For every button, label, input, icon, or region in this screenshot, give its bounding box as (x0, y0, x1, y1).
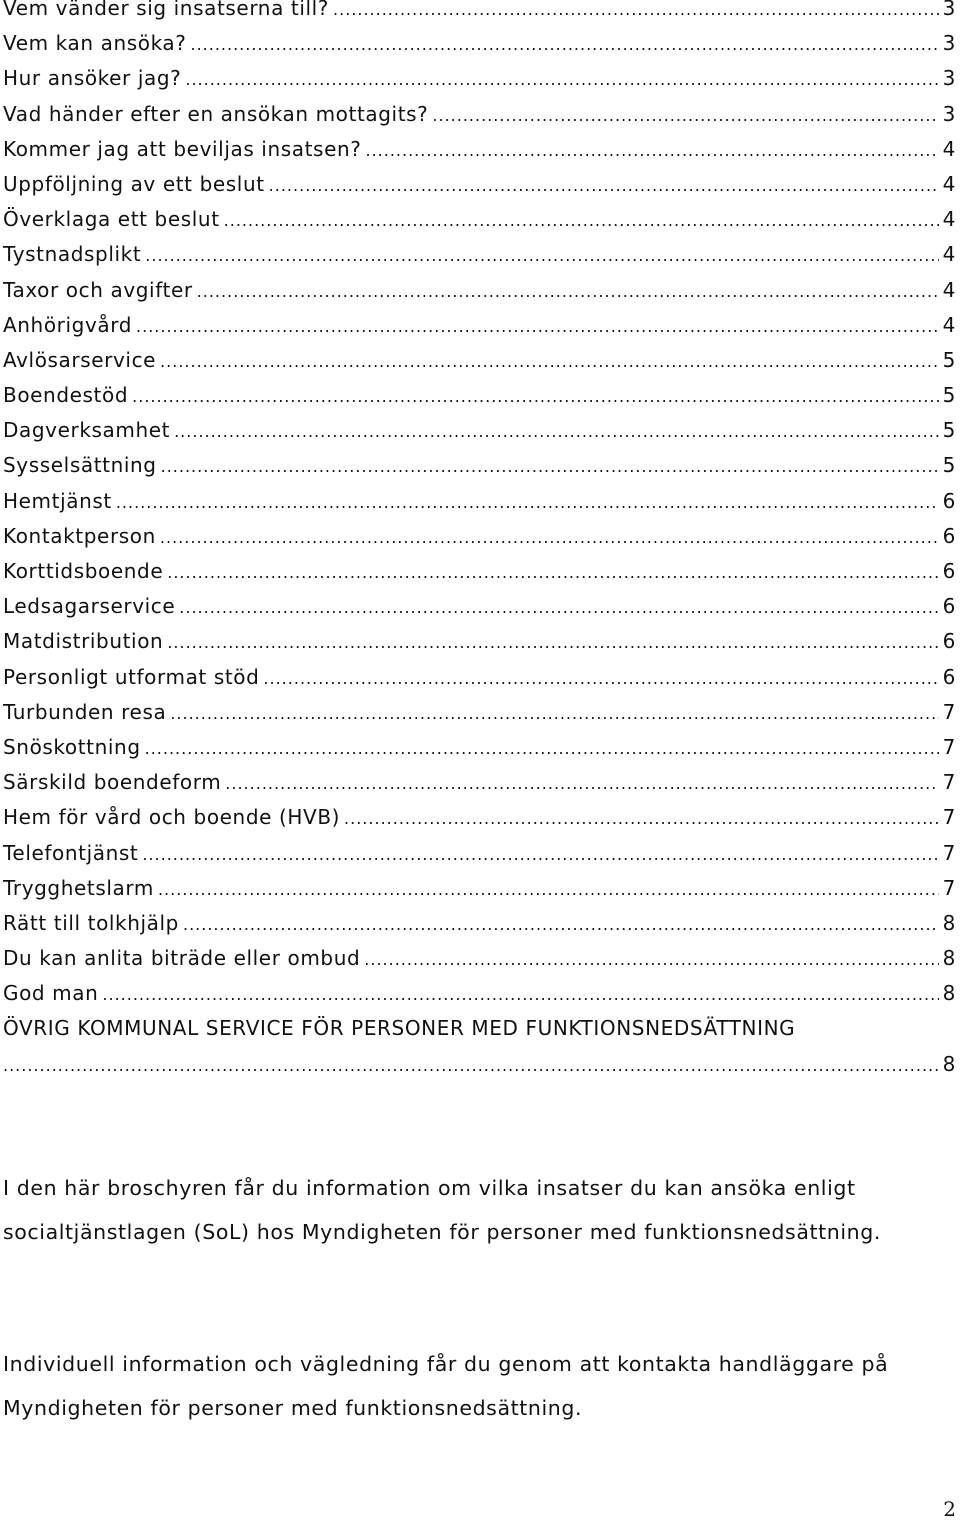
page-number: 2 (943, 1497, 956, 1521)
toc-leader-dots (224, 211, 939, 230)
toc-leader-dots (269, 176, 939, 195)
toc-entry-title: Taxor och avgifter (3, 277, 193, 302)
toc-entry-title: Hemtjänst (3, 488, 112, 513)
toc-entry-page: 4 (942, 207, 956, 232)
toc-entry[interactable] (3, 489, 956, 524)
toc-leader-dots (185, 70, 938, 89)
toc-entry[interactable] (3, 172, 956, 207)
toc-entry[interactable] (3, 981, 956, 1016)
toc-entry-page: 3 (942, 101, 956, 126)
toc-entry[interactable] (3, 348, 956, 383)
toc-entry-title: Ledsagarservice (3, 594, 176, 619)
toc-entry-title: Matdistribution (3, 629, 164, 654)
toc-entry-page: 6 (942, 664, 956, 689)
toc-leader-dots (132, 387, 939, 406)
toc-entry[interactable] (3, 700, 956, 735)
intro-paragraph: I den här broschyren får du information om vilka insatser du kan ansöka enligt socialtjänstlagen (SoL) hos Myndigheten för personer med funktionsnedsättning. (3, 1176, 881, 1244)
toc-entry[interactable] (3, 313, 956, 348)
toc-entry[interactable] (3, 0, 956, 31)
toc-entry[interactable] (3, 876, 956, 911)
toc-entry-title: Hem för vård och boende (HVB) (3, 805, 341, 830)
table-of-contents (3, 0, 956, 1087)
toc-entry[interactable] (3, 102, 956, 137)
contact-paragraph: Individuell information och vägledning får du genom att kontakta handläggare på Myndigheten för personer med funktionsnedsättning. (3, 1352, 889, 1420)
toc-entry-page: 8 (942, 981, 956, 1006)
toc-entry-page: 6 (942, 488, 956, 513)
toc-leader-dots (116, 493, 939, 512)
toc-leader-dots (102, 985, 938, 1004)
toc-leader-dots (142, 845, 938, 864)
toc-entry-title: Turbunden resa (3, 699, 167, 724)
toc-entry-page: 4 (942, 277, 956, 302)
toc-leader-dots (333, 0, 939, 19)
toc-entry[interactable] (3, 629, 956, 664)
toc-entry-page: 4 (942, 242, 956, 267)
toc-entry[interactable] (3, 31, 956, 66)
toc-leader-dots (160, 352, 939, 371)
toc-entry-page: 5 (942, 347, 956, 372)
toc-entry[interactable] (3, 946, 956, 981)
toc-entry-page: 6 (942, 559, 956, 583)
toc-entry-title: Kommer jag att beviljas insatsen? (3, 136, 362, 161)
toc-leader-dots (197, 282, 939, 301)
toc-entry[interactable] (3, 665, 956, 700)
toc-leader-dots (364, 950, 938, 969)
toc-entry-title: Anhörigvård (3, 312, 133, 337)
toc-leader-dots (145, 246, 938, 265)
toc-entry-title: Korttidsboende (3, 559, 164, 583)
toc-entry-page: 8 (942, 946, 956, 971)
toc-entry[interactable] (3, 911, 956, 946)
toc-entry-page: 6 (942, 594, 956, 619)
toc-leader-dots (190, 35, 938, 54)
toc-leader-dots (167, 563, 938, 582)
toc-entry-page: 8 (942, 910, 956, 935)
toc-entry-page: 6 (942, 629, 956, 654)
toc-entry[interactable] (3, 559, 956, 594)
toc-entry[interactable] (3, 735, 956, 770)
toc-entry[interactable] (3, 453, 956, 488)
toc-entry[interactable] (3, 594, 956, 629)
toc-entry[interactable] (3, 66, 956, 101)
toc-entry-title: Hur ansöker jag? (3, 66, 182, 91)
toc-entry[interactable] (3, 207, 956, 242)
toc-entry[interactable] (3, 137, 956, 172)
toc-entry-title: Sysselsättning (3, 453, 157, 478)
toc-entry[interactable] (3, 805, 956, 840)
toc-entry-title: Boendestöd (3, 383, 129, 408)
toc-entry-page: 4 (942, 171, 956, 196)
toc-entry-page: 6 (942, 523, 956, 548)
toc-entry-title: Trygghetslarm (3, 875, 154, 900)
toc-entry-page-row[interactable] (3, 1052, 956, 1087)
toc-entry-title: Dagverksamhet (3, 418, 171, 443)
toc-entry-title: Uppföljning av ett beslut (3, 171, 265, 196)
toc-entry[interactable] (3, 242, 956, 277)
toc-entry[interactable] (3, 418, 956, 453)
toc-entry[interactable] (3, 841, 956, 876)
toc-entry-title: Tystnadsplikt (3, 242, 142, 267)
toc-leader-dots (145, 739, 939, 758)
toc-leader-dots (167, 633, 938, 652)
toc-entry-title: Vem vänder sig insatserna till? (3, 0, 330, 20)
toc-entry-page: 7 (942, 699, 956, 724)
toc-entry-title: Kontaktperson (3, 523, 156, 548)
toc-entry-title: Särskild boendeform (3, 770, 222, 795)
toc-entry[interactable] (3, 770, 956, 805)
toc-entry-page: 7 (942, 840, 956, 865)
toc-entry-heading[interactable] (3, 1016, 956, 1051)
toc-entry-page: 3 (942, 0, 956, 20)
toc-entry-title: Avlösarservice (3, 347, 157, 372)
toc-entry-title: Vem kan ansöka? (3, 31, 187, 56)
toc-entry-page: 3 (942, 66, 956, 91)
toc-entry-title: God man (3, 981, 99, 1006)
toc-leader-dots (263, 669, 938, 688)
toc-entry[interactable] (3, 383, 956, 418)
toc-entry-page: 8 (942, 1051, 956, 1076)
toc-leader-dots (160, 528, 939, 547)
toc-entry-title: Personligt utformat stöd (3, 664, 260, 689)
toc-entry-title: Du kan anlita biträde eller ombud (3, 946, 361, 971)
toc-leader-dots (170, 704, 938, 723)
toc-leader-dots (161, 457, 939, 476)
toc-entry-page: 5 (942, 383, 956, 408)
toc-entry-title: Vad händer efter en ansökan mottagits? (3, 101, 429, 126)
toc-leader-dots (344, 809, 939, 828)
toc-entry-page: 7 (942, 770, 956, 795)
toc-entry-page: 4 (942, 312, 956, 337)
toc-entry-page: 4 (942, 136, 956, 161)
toc-entry[interactable] (3, 524, 956, 559)
toc-entry-page: 7 (942, 734, 956, 759)
toc-entry-page: 5 (942, 453, 956, 478)
toc-entry-page: 3 (942, 31, 956, 56)
toc-entry-page: 5 (942, 418, 956, 443)
toc-entry-page: 7 (942, 875, 956, 900)
toc-leader-dots (179, 598, 938, 617)
toc-entry-title: Snöskottning (3, 734, 141, 759)
toc-leader-dots (3, 1056, 939, 1075)
toc-entry-title: ÖVRIG KOMMUNAL SERVICE FÖR PERSONER MED FUNKTIONSNEDSÄTTNING (3, 1016, 796, 1041)
toc-leader-dots (225, 774, 938, 793)
toc-entry-title: Rätt till tolkhjälp (3, 910, 179, 935)
toc-leader-dots (158, 880, 939, 899)
toc-entry-page: 7 (942, 805, 956, 830)
toc-entry-title: Överklaga ett beslut (3, 207, 220, 232)
toc-leader-dots (432, 106, 938, 125)
toc-leader-dots (136, 317, 939, 336)
toc-leader-dots (365, 141, 938, 160)
toc-entry[interactable] (3, 278, 956, 313)
toc-leader-dots (174, 422, 939, 441)
toc-leader-dots (183, 915, 939, 934)
toc-entry-title: Telefontjänst (3, 840, 139, 865)
